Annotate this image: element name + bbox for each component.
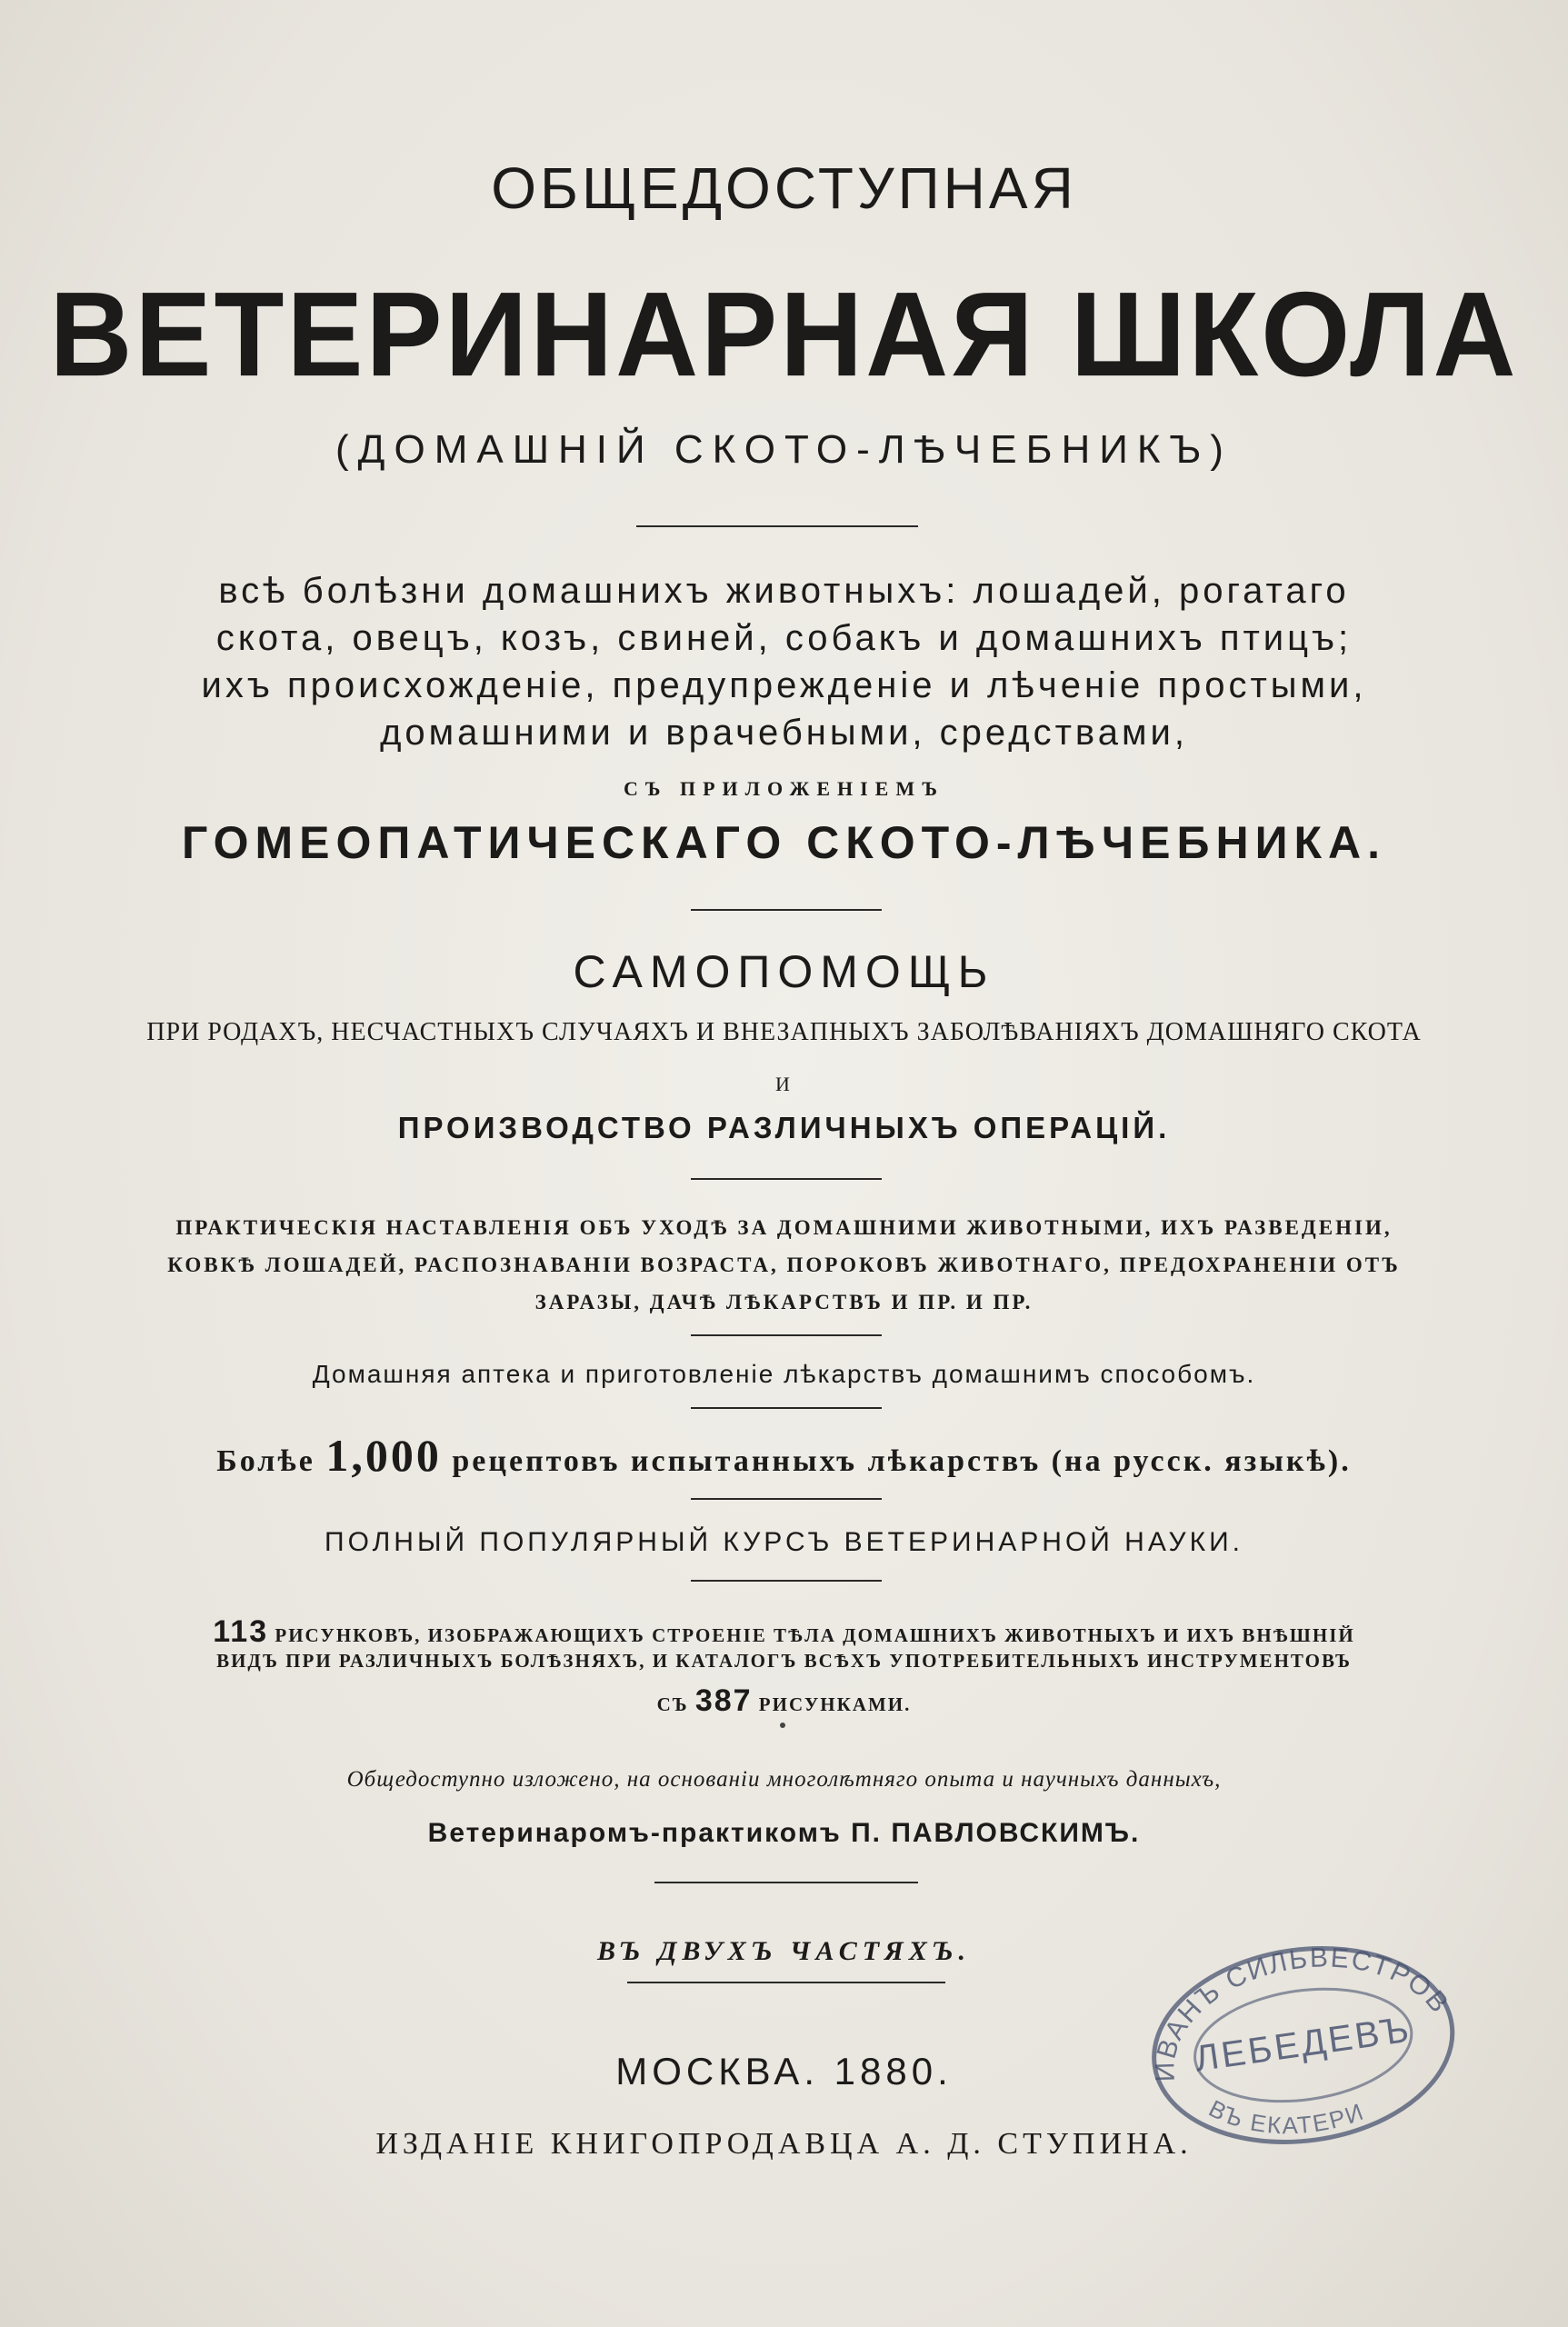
divider — [691, 1334, 882, 1336]
figures-post: РИСУНКАМИ. — [758, 1693, 912, 1715]
supplement-intro: СЪ ПРИЛОЖЕНІЕМЪ — [624, 777, 944, 800]
figures-count-2: 387 — [694, 1683, 753, 1718]
divider — [636, 525, 918, 527]
figures-line-3 — [0, 1683, 1568, 1719]
selfhelp-title: САМОПОМОЩЬ — [573, 946, 995, 997]
stamp-bottom-text: ВЪ ЕКАТЕРИ — [1204, 2094, 1369, 2140]
description-line: скота, овецъ, козъ, свиней, собакъ и домашнихъ птицъ; — [215, 618, 1353, 658]
selfhelp-and: И — [775, 1073, 793, 1095]
practical-line: ЗАРАЗЫ, ДАЧѢ ЛѢКАРСТВЪ И ПР. И ПР. — [534, 1291, 1034, 1313]
parts-line: ВЪ ДВУХЪ ЧАСТЯХЪ. — [596, 1936, 972, 1966]
basis-line: Общедоступно изложено, на основаніи многолѣтняго опыта и научныхъ данныхъ, — [346, 1767, 1222, 1792]
stamp-graphic — [1120, 1904, 1484, 2176]
figures-line-2: ВИДЪ ПРИ РАЗЛИЧНЫХЪ БОЛѢЗНЯХЪ, И КАТАЛОГЪ ВСѢХЪ УПОТРЕБИТЕЛЬНЫХЪ ИНСТРУМЕНТОВЪ — [216, 1650, 1352, 1672]
recipes-prefix: Болѣе — [216, 1444, 315, 1478]
subtitle: (ДОМАШНІЙ СКОТО-ЛѢЧЕБНИКЪ) — [335, 427, 1233, 472]
practical-line: КОВКѢ ЛОШАДЕЙ, РАСПОЗНАВАНІИ ВОЗРАСТА, ПОРОКОВЪ ЖИВОТНАГО, ПРЕДОХРАНЕНІИ ОТЪ — [167, 1253, 1401, 1276]
description-line: всѣ болѣзни домашнихъ животныхъ: лошадей, рогатаго — [218, 571, 1350, 611]
owner-stamp — [1120, 1904, 1484, 2176]
publisher-line: ИЗДАНІЕ КНИГОПРОДАВЦА А. Д. СТУПИНА. — [375, 2127, 1193, 2161]
divider — [691, 1580, 882, 1582]
practical-line: ПРАКТИЧЕСКІЯ НАСТАВЛЕНІЯ ОБЪ УХОДѢ ЗА ДОМАШНИМИ ЖИВОТНЫМИ, ИХЪ РАЗВЕДЕНІИ, — [175, 1216, 1393, 1239]
pharmacy-line: Домашняя аптека и приготовленіе лѣкарствъ домашнимъ способомъ. — [312, 1360, 1256, 1388]
supplement-title: ГОМЕОПАТИЧЕСКАГО СКОТО-ЛѢЧЕБНИКА. — [181, 817, 1387, 868]
stamp-outer-text: ИВАНЪ СИЛЬВЕСТРОВ — [1150, 1942, 1455, 2082]
operations-title: ПРОИЗВОДСТВО РАЗЛИЧНЫХЪ ОПЕРАЦІЙ. — [397, 1111, 1171, 1144]
figures-line-1 — [0, 1614, 1568, 1650]
figures-count-1: 113 — [213, 1614, 269, 1649]
title-line-1: ОБЩЕДОСТУПНАЯ — [491, 155, 1077, 221]
selfhelp-line: ПРИ РОДАХЪ, НЕСЧАСТНЫХЪ СЛУЧАЯХЪ И ВНЕЗАПНЫХЪ ЗАБОЛѢВАНІЯХЪ ДОМАШНЯГО СКОТА — [146, 1018, 1422, 1046]
author-line: Ветеринаромъ-практикомъ П. ПАВЛОВСКИМЪ. — [427, 1818, 1141, 1848]
figures-text-1: РИСУНКОВЪ, ИЗОБРАЖАЮЩИХЪ СТРОЕНІЕ ТѢЛА ДОМАШНИХЪ ЖИВОТНЫХЪ И ИХЪ ВНѢШНІЙ — [275, 1624, 1355, 1646]
stamp-center-text: ЛЕБЕДЕВЪ — [1192, 2009, 1414, 2080]
divider — [627, 1982, 945, 1983]
city-year: МОСКВА. 1880. — [615, 2050, 953, 2092]
description-line: ихъ происхожденіе, предупрежденіе и лѣченіе простыми, — [201, 665, 1367, 705]
divider — [691, 1407, 882, 1409]
divider — [654, 1882, 918, 1883]
course-line: ПОЛНЫЙ ПОПУЛЯРНЫЙ КУРСЪ ВЕТЕРИНАРНОЙ НАУКИ. — [325, 1527, 1243, 1557]
figures-pre: СЪ — [656, 1693, 689, 1715]
divider — [691, 1498, 882, 1500]
divider — [691, 909, 882, 911]
recipes-suffix: рецептовъ испытанныхъ лѣкарствъ (на русск. языкѣ). — [452, 1444, 1352, 1478]
divider — [691, 1178, 882, 1180]
recipes-line — [0, 1429, 1568, 1482]
ink-speck — [780, 1723, 785, 1728]
main-title: ВЕТЕРИНАРНАЯ ШКОЛА — [49, 266, 1519, 402]
recipes-number: 1,000 — [325, 1430, 442, 1481]
description-line: домашними и врачебными, средствами, — [380, 713, 1188, 753]
